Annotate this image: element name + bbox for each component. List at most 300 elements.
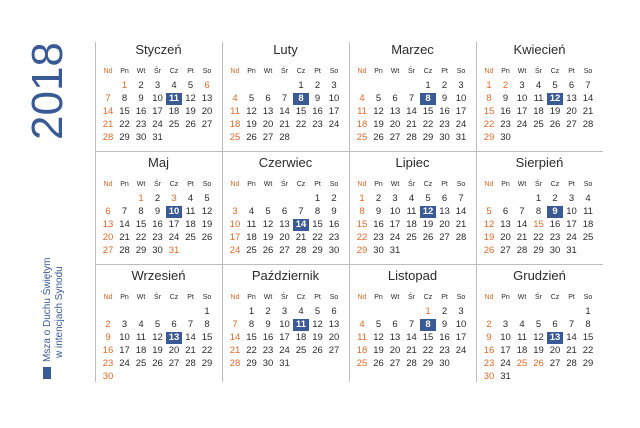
legend-swatch [43,367,51,379]
day-cell: 21 [119,232,130,243]
day-cell: 12 [373,106,384,117]
day-cell: 8 [121,93,128,104]
legend [12,257,82,392]
day-cell: 6 [331,306,337,317]
weekday-header: Nd [103,181,113,188]
day-cell: 15 [295,106,307,117]
day-cell: 20 [102,232,114,243]
weekday-header: Śr [281,68,288,75]
day-cell: 31 [455,132,467,143]
weekday-header: Pt [187,68,194,75]
day-cell: 22 [312,232,323,243]
day-cell: 12 [201,206,213,217]
day-cell: 19 [373,345,384,356]
weekday-header: So [456,294,466,301]
day-cell: 26 [312,345,323,356]
month-title: Lipiec [395,155,430,170]
day-cell: 26 [483,245,495,256]
weekday-header: Nd [484,294,494,301]
day-cell: 30 [439,358,450,369]
day-cell: 18 [406,219,417,230]
day-cell: 15 [312,219,323,230]
day-cell: 23 [373,232,384,243]
day-cell: 27 [389,358,401,369]
day-cell: 15 [422,332,434,343]
weekday-header: Pt [187,181,194,188]
day-cell: 27 [389,132,401,143]
weekday-header: Śr [154,68,161,75]
day-cell: 14 [406,332,417,343]
day-cell: 24 [566,232,577,243]
day-cell: 24 [279,345,290,356]
day-cell: 11 [406,206,417,217]
day-cell: 4 [359,93,365,104]
weekday-header: Pn [501,181,510,188]
weekday-header: Wt [263,68,273,75]
month-9 [95,264,222,380]
day-cell: 11 [246,219,257,230]
day-cell: 2 [331,193,337,204]
day-cell: 12 [152,332,163,343]
weekday-header: Pt [441,181,448,188]
day-cell: 26 [549,119,561,130]
day-cell: 23 [328,232,340,243]
day-cell: 4 [232,93,238,104]
day-cell: 1 [425,80,431,91]
weekday-header: Wt [263,181,273,188]
weekday-header: Wt [517,294,527,301]
weekday-header: Cz [423,181,433,188]
day-cell: 17 [328,106,340,117]
day-cell: 3 [281,306,288,317]
weekday-header: Wt [517,68,527,75]
day-cell: 12 [262,219,274,230]
weekday-header: Nd [230,294,240,301]
weekday-header: So [583,68,593,75]
day-cell: 16 [328,219,340,230]
weekday-header: So [202,294,212,301]
day-cell: 2 [314,80,321,91]
day-cell: 17 [455,106,467,117]
day-cell: 1 [585,306,591,317]
day-cell: 28 [102,132,114,143]
weekday-header: Pn [501,294,510,301]
weekday-header: Śr [154,181,161,188]
day-cell: 6 [502,206,509,217]
day-highlighted: 11 [166,93,182,105]
day-cell: 22 [422,345,434,356]
day-cell: 19 [422,219,434,230]
day-cell: 8 [585,319,591,330]
month-title: Maj [148,155,169,170]
day-cell: 4 [138,319,144,330]
day-cell: 7 [408,319,415,330]
day-cell: 12 [185,93,196,104]
day-cell: 1 [535,193,542,204]
day-cell: 21 [566,345,577,356]
day-cell: 1 [204,306,210,317]
day-cell: 25 [356,132,368,143]
day-cell: 21 [582,106,594,117]
day-cell: 18 [135,345,147,356]
day-cell: 7 [121,206,128,217]
day-cell: 4 [298,306,304,317]
day-highlighted: 10 [166,206,182,218]
day-cell: 14 [279,106,290,117]
day-cell: 29 [201,358,213,369]
weekday-header: Pt [314,294,321,301]
day-cell: 8 [204,319,210,330]
day-cell: 10 [229,219,241,230]
day-cell: 16 [152,219,163,230]
day-cell: 21 [185,345,196,356]
day-cell: 5 [375,93,382,104]
day-cell: 18 [582,219,594,230]
day-cell: 30 [549,245,561,256]
weekday-header: Śr [535,294,542,301]
weekday-header: Śr [281,181,288,188]
day-cell: 12 [312,319,323,330]
day-cell: 18 [533,106,544,117]
day-cell: 14 [185,332,196,343]
day-cell: 7 [298,206,304,217]
day-cell: 9 [265,319,271,330]
day-cell: 28 [185,358,196,369]
day-highlighted: 13 [547,332,563,344]
day-cell: 16 [373,219,384,230]
day-cell: 27 [102,245,114,256]
day-cell: 2 [441,80,448,91]
day-cell: 16 [439,332,450,343]
day-cell: 26 [185,119,196,130]
day-cell: 14 [582,93,594,104]
month-title: Czerwiec [258,155,313,170]
day-cell: 1 [138,193,144,204]
day-cell: 14 [406,106,417,117]
day-cell: 22 [295,119,307,130]
day-cell: 2 [265,306,271,317]
day-cell: 8 [314,206,321,217]
day-cell: 26 [201,232,213,243]
day-cell: 12 [373,332,384,343]
weekday-header: Cz [169,294,179,301]
day-cell: 10 [455,93,467,104]
weekday-header: Wt [390,181,400,188]
month-1 [95,38,222,154]
weekday-header: Pt [314,68,321,75]
weekday-header: Nd [103,294,113,301]
day-cell: 30 [152,245,163,256]
day-cell: 29 [422,358,434,369]
day-cell: 30 [500,132,511,143]
day-cell: 23 [102,358,114,369]
day-cell: 1 [121,80,128,91]
day-cell: 3 [171,193,177,204]
weekday-header: Pn [120,68,129,75]
day-cell: 4 [248,206,255,217]
day-cell: 2 [154,193,161,204]
day-cell: 24 [119,358,130,369]
weekday-header: Nd [230,181,240,188]
day-cell: 1 [298,80,304,91]
day-cell: 15 [483,106,495,117]
day-cell: 3 [568,193,575,204]
day-cell: 9 [441,319,448,330]
day-cell: 28 [406,358,417,369]
day-cell: 30 [328,245,340,256]
day-cell: 24 [516,119,528,130]
weekday-header: Cz [550,181,560,188]
day-cell: 3 [458,80,464,91]
day-cell: 10 [328,93,340,104]
day-cell: 25 [516,358,528,369]
weekday-header: Pt [441,294,448,301]
day-cell: 17 [168,219,180,230]
day-cell: 10 [279,319,290,330]
day-cell: 2 [441,306,448,317]
day-cell: 14 [566,332,577,343]
weekday-header: Pt [187,294,194,301]
day-cell: 19 [262,232,274,243]
day-cell: 24 [229,245,241,256]
day-cell: 20 [500,232,511,243]
day-cell: 15 [135,219,147,230]
day-cell: 8 [138,206,144,217]
month-title: Sierpień [515,155,564,170]
day-cell: 15 [533,219,544,230]
day-cell: 20 [328,332,340,343]
day-cell: 11 [230,106,240,117]
month-7 [349,151,476,267]
day-cell: 14 [229,332,241,343]
day-cell: 4 [519,319,525,330]
month-2 [222,38,349,154]
day-cell: 7 [568,319,575,330]
day-cell: 30 [262,358,274,369]
day-cell: 3 [458,306,464,317]
day-cell: 19 [373,119,384,130]
day-cell: 26 [373,132,384,143]
weekday-header: Pn [247,294,256,301]
day-cell: 10 [119,332,130,343]
day-cell: 13 [279,219,290,230]
day-cell: 26 [246,132,257,143]
weekday-header: Pt [314,181,321,188]
day-cell: 13 [328,319,340,330]
day-cell: 20 [439,219,450,230]
day-cell: 18 [185,219,196,230]
day-cell: 7 [585,80,591,91]
day-cell: 13 [102,219,114,230]
weekday-header: Cz [423,68,433,75]
day-cell: 18 [516,345,528,356]
day-cell: 29 [582,358,594,369]
day-cell: 20 [168,345,180,356]
day-cell: 24 [389,232,401,243]
day-cell: 6 [568,80,575,91]
day-cell: 25 [246,245,257,256]
day-cell: 25 [356,358,368,369]
day-cell: 25 [229,132,241,143]
weekday-header: Nd [357,294,367,301]
day-cell: 18 [356,119,368,130]
day-cell: 24 [455,345,467,356]
day-cell: 3 [154,80,161,91]
weekday-header: Pn [120,181,129,188]
day-cell: 16 [500,106,511,117]
day-cell: 4 [359,319,365,330]
day-cell: 9 [105,332,111,343]
day-cell: 19 [483,232,495,243]
day-cell: 22 [483,119,495,130]
legend-line-1: Msza o Duchu Świętym [42,257,53,362]
day-cell: 13 [201,93,213,104]
weekday-header: Wt [263,294,273,301]
day-cell: 20 [262,119,274,130]
day-cell: 3 [121,319,128,330]
day-cell: 29 [312,245,323,256]
day-cell: 28 [516,245,528,256]
day-cell: 22 [246,345,257,356]
day-cell: 29 [533,245,544,256]
weekday-header: Pn [374,294,383,301]
day-highlighted: 8 [293,93,309,105]
day-cell: 13 [389,106,401,117]
day-cell: 5 [552,80,558,91]
day-cell: 13 [389,332,401,343]
day-cell: 19 [533,345,544,356]
day-cell: 5 [154,319,161,330]
day-cell: 10 [455,319,467,330]
weekday-header: Cz [296,68,306,75]
weekday-header: So [583,294,593,301]
day-cell: 11 [583,206,593,217]
day-cell: 26 [152,358,163,369]
month-11 [349,264,476,380]
day-cell: 1 [248,306,255,317]
day-cell: 17 [152,106,163,117]
day-highlighted: 8 [420,319,436,331]
day-cell: 2 [375,193,382,204]
day-cell: 12 [483,219,495,230]
day-cell: 22 [356,232,368,243]
day-cell: 9 [331,206,337,217]
day-cell: 28 [229,358,241,369]
day-cell: 29 [483,132,495,143]
day-cell: 6 [552,319,558,330]
legend-line-2: w intencjach Synodu [54,266,65,358]
day-cell: 20 [201,106,213,117]
day-cell: 15 [119,106,130,117]
day-cell: 10 [566,206,577,217]
weekday-header: So [202,68,212,75]
day-cell: 18 [295,332,307,343]
weekday-header: Pn [374,68,383,75]
day-cell: 24 [168,232,180,243]
weekday-header: Pn [501,68,510,75]
weekday-header: Cz [296,181,306,188]
day-cell: 26 [422,232,434,243]
day-cell: 13 [500,219,511,230]
day-cell: 28 [455,232,467,243]
day-cell: 17 [566,219,577,230]
day-cell: 6 [204,80,210,91]
day-cell: 9 [154,206,161,217]
weekday-header: Pn [247,68,256,75]
day-cell: 25 [295,345,307,356]
day-cell: 2 [486,319,492,330]
day-cell: 21 [455,219,467,230]
month-8 [476,151,603,267]
day-cell: 17 [119,345,130,356]
day-cell: 26 [373,358,384,369]
day-cell: 17 [279,332,290,343]
weekday-header: Wt [390,68,400,75]
day-cell: 22 [582,345,594,356]
day-cell: 9 [502,93,509,104]
day-cell: 21 [229,345,241,356]
day-cell: 31 [389,245,401,256]
day-cell: 6 [105,206,111,217]
day-cell: 17 [455,332,467,343]
weekday-header: Śr [281,294,288,301]
day-cell: 16 [439,106,450,117]
weekday-header: Cz [169,181,179,188]
day-cell: 28 [119,245,130,256]
day-cell: 20 [389,119,401,130]
day-cell: 31 [500,371,511,382]
day-cell: 9 [486,332,492,343]
weekday-header: So [329,294,339,301]
day-cell: 25 [135,358,147,369]
day-cell: 25 [533,119,544,130]
day-cell: 8 [486,93,492,104]
weekday-header: Cz [423,294,433,301]
day-cell: 6 [392,93,398,104]
weekday-header: So [329,68,339,75]
day-cell: 20 [389,345,401,356]
day-cell: 8 [535,206,542,217]
day-cell: 11 [136,332,146,343]
year-text: 2018 [23,42,72,140]
day-cell: 2 [552,193,558,204]
day-cell: 21 [406,345,417,356]
day-cell: 29 [422,132,434,143]
weekday-header: Pn [374,181,383,188]
weekday-header: Śr [408,181,415,188]
weekday-header: Pt [441,68,448,75]
day-cell: 4 [187,193,194,204]
weekday-header: So [202,181,212,188]
weekday-header: Pt [568,68,575,75]
weekday-header: Śr [535,181,542,188]
day-highlighted: 13 [166,332,182,344]
day-cell: 23 [500,119,511,130]
day-highlighted: 8 [420,93,436,105]
day-cell: 10 [389,206,401,217]
month-3 [349,38,476,154]
day-cell: 23 [135,119,147,130]
day-cell: 7 [232,319,238,330]
day-cell: 28 [566,358,577,369]
day-cell: 5 [425,193,431,204]
day-cell: 30 [483,371,495,382]
day-cell: 9 [375,206,382,217]
day-cell: 4 [535,80,542,91]
day-cell: 25 [582,232,594,243]
day-cell: 14 [455,206,467,217]
day-cell: 1 [425,306,431,317]
